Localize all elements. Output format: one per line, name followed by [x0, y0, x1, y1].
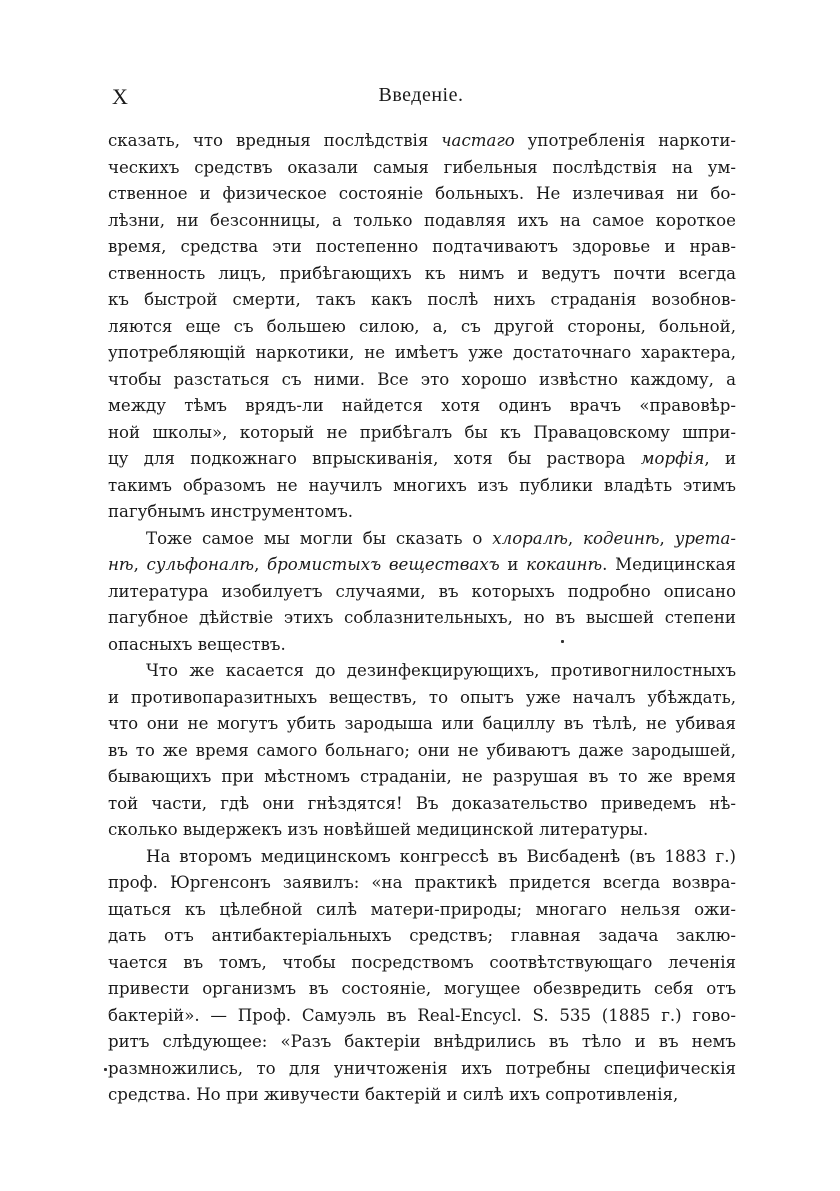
text-run: привести организмъ въ состояніе, могущее обезвредить себя отъ	[108, 979, 736, 998]
text-line	[108, 632, 736, 659]
body-text	[108, 128, 736, 1109]
text-run: въ то же время самого больнаго; они не убиваютъ даже зародышей,	[108, 740, 736, 760]
text-run: средства. Но при живучести бактерій и силѣ ихъ сопротивленія,	[108, 1085, 679, 1104]
text-run: и	[499, 555, 527, 574]
text-line	[108, 764, 736, 791]
text-line	[108, 420, 736, 447]
text-run: щаться къ цѣлебной силѣ матери-природы; многаго нельзя ожи-	[108, 899, 736, 919]
italic-term: урета-	[674, 528, 736, 548]
text-run: Тоже самое мы могли бы сказать о	[146, 528, 493, 548]
text-line	[108, 181, 736, 208]
text-run: ственность лицъ, прибѣгающихъ къ нимъ и ведутъ почти всегда	[108, 263, 736, 283]
text-line	[108, 1003, 736, 1030]
text-line	[108, 658, 736, 685]
italic-term: нѣ	[108, 555, 134, 574]
italic-term: бромистыхъ веществахъ	[267, 555, 500, 574]
text-run: проф. Юргенсонъ заявилъ: «на практикѣ придется всегда возвра-	[108, 873, 736, 892]
text-line	[108, 711, 736, 738]
text-line	[108, 473, 736, 500]
text-run: ,	[254, 555, 268, 574]
text-line	[108, 1056, 736, 1083]
print-speck	[561, 640, 564, 643]
text-run: сказать, что вредныя послѣдствія	[108, 131, 442, 150]
text-run: литература изобилуетъ случаями, въ которыхъ подробно описано	[108, 581, 736, 601]
text-line	[108, 605, 736, 632]
text-line	[108, 738, 736, 765]
text-line	[108, 287, 736, 314]
text-line	[108, 446, 736, 473]
text-line	[108, 791, 736, 818]
text-run: ной школы», который не прибѣгалъ бы къ Правацовскому шпри-	[108, 422, 736, 442]
text-line	[108, 261, 736, 288]
text-run: ,	[133, 555, 147, 574]
text-line	[108, 314, 736, 341]
text-run: размножились, то для уничтоженія ихъ потребны специфическія	[108, 1058, 736, 1078]
text-run: употребленія наркоти-	[514, 131, 736, 150]
text-line	[108, 526, 736, 553]
text-run: ческихъ средствъ оказали самыя гибельныя послѣдствія на ум-	[108, 157, 736, 177]
text-line	[108, 552, 736, 579]
text-run: такимъ образомъ не научилъ многихъ изъ публики владѣть этимъ	[108, 475, 736, 495]
text-line	[108, 976, 736, 1003]
paragraph	[108, 844, 736, 1109]
italic-term: сульфоналѣ	[146, 555, 255, 574]
text-line	[108, 499, 736, 526]
running-title: Введеніе.	[378, 84, 464, 106]
text-run: пагубнымъ инструментомъ.	[108, 502, 354, 521]
text-run: ,	[567, 528, 584, 548]
text-run: ственное и физическое состояніе больныхъ. Не излечивая ни бо-	[108, 184, 736, 203]
print-speck	[104, 1068, 107, 1071]
text-run: ляются еще съ большею силою, а, съ другой стороны, больной,	[108, 316, 736, 336]
page-number: X	[112, 84, 128, 109]
text-line	[108, 579, 736, 606]
text-line	[108, 393, 736, 420]
text-run: ,	[659, 528, 675, 548]
paragraph	[108, 128, 736, 526]
text-run: цу для подкожнаго впрыскиванія, хотя бы раствора	[108, 449, 641, 468]
text-line	[108, 340, 736, 367]
text-line	[108, 1082, 736, 1109]
text-line	[108, 155, 736, 182]
text-run: , и	[704, 449, 737, 468]
text-run: той части, гдѣ они гнѣздятся! Въ доказательство приведемъ нѣ-	[108, 793, 736, 813]
text-run: употребляющій наркотики, не имѣетъ уже достаточнаго характера,	[108, 343, 736, 362]
text-run: что они не могутъ убить зародыша или бациллу въ тѣлѣ, не убивая	[108, 714, 736, 733]
text-line	[108, 367, 736, 394]
text-run: время, средства эти постепенно подтачиваютъ здоровье и нрав-	[108, 237, 736, 256]
italic-term: морфія	[640, 449, 705, 468]
text-run: сколько выдержекъ изъ новѣйшей медицинской литературы.	[108, 820, 649, 839]
text-line	[108, 950, 736, 977]
text-run: ритъ слѣдующее: «Разъ бактеріи внѣдрились въ тѣло и въ немъ	[108, 1032, 736, 1051]
text-run: и противопаразитныхъ веществъ, то опытъ уже началъ убѣждать,	[108, 687, 736, 707]
italic-term: кодеинѣ	[583, 528, 660, 548]
italic-term: кокаинѣ	[526, 555, 603, 574]
text-run: пагубное дѣйствіе этихъ соблазнительныхъ, но въ высшей степени	[108, 608, 736, 627]
text-line	[108, 208, 736, 235]
paragraph	[108, 526, 736, 659]
text-run: бывающихъ при мѣстномъ страданіи, не разрушая въ то же время	[108, 767, 736, 786]
text-line	[108, 897, 736, 924]
italic-term: хлоралѣ	[492, 528, 568, 548]
italic-term: частаго	[441, 131, 515, 150]
running-head	[110, 84, 732, 114]
text-line	[108, 1029, 736, 1056]
text-run: дать отъ антибактеріальныхъ средствъ; главная задача заклю-	[108, 926, 736, 945]
text-run: Что же касается до дезинфекцирующихъ, противогнилостныхъ	[146, 661, 736, 680]
text-line	[108, 685, 736, 712]
paragraph	[108, 658, 736, 844]
text-run: лѣзни, ни безсонницы, а только подавляя ихъ на самое короткое	[108, 210, 736, 230]
text-line	[108, 817, 736, 844]
text-line	[108, 128, 736, 155]
text-line	[108, 844, 736, 871]
text-run: опасныхъ веществъ.	[108, 634, 286, 654]
text-line	[108, 234, 736, 261]
text-run: между тѣмъ врядъ-ли найдется хотя одинъ врачъ «правовѣр-	[108, 396, 736, 415]
text-run: . Медицинская	[602, 555, 736, 574]
text-run: бактерій». — Проф. Самуэль въ Real-Encycl. S. 535 (1885 г.) гово-	[108, 1005, 736, 1025]
text-line	[108, 923, 736, 950]
text-run: къ быстрой смерти, такъ какъ послѣ нихъ страданія возобнов-	[108, 290, 736, 309]
text-run: чтобы разстаться съ ними. Все это хорошо извѣстно каждому, а	[108, 369, 736, 389]
text-run: чается въ томъ, чтобы посредствомъ соотвѣтствующаго леченія	[108, 952, 736, 972]
text-line	[108, 870, 736, 897]
text-run: На второмъ медицинскомъ конгрессѣ въ Висбаденѣ (въ 1883 г.)	[146, 846, 736, 866]
